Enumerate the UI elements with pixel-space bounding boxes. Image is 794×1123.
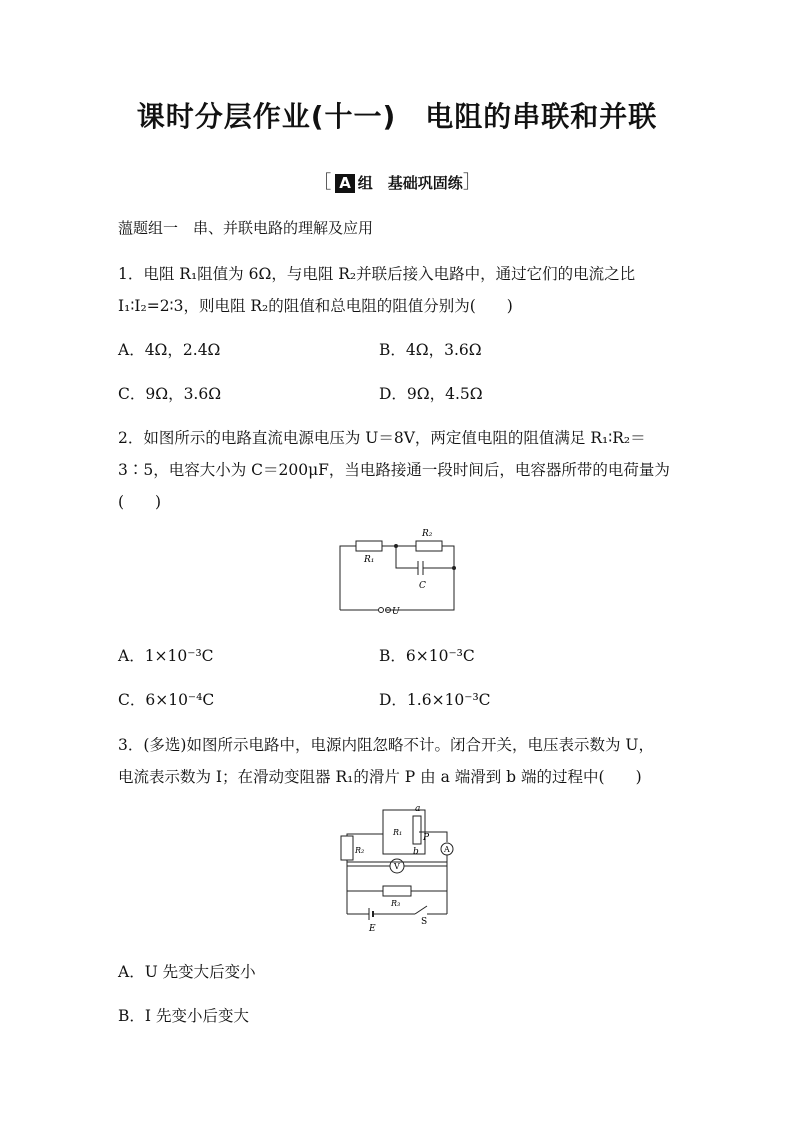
q3-label-am: A: [444, 845, 450, 854]
q2-option-c: C．6×10⁻⁴C: [118, 691, 215, 709]
q3-switch-blade: [415, 906, 427, 914]
q3-stem-line2: 电流表示数为 I；在滑动变阻器 R₁的滑片 P 由 a 端滑到 b 端的过程中( ): [118, 768, 642, 786]
q1-option-d: D．9Ω，4.5Ω: [379, 385, 483, 403]
q1-option-a: A．4Ω，2.4Ω: [118, 341, 221, 359]
q2-option-a: A．1×10⁻³C: [118, 647, 214, 665]
q1-stem-line1: 1．电阻 R₁阻值为 6Ω，与电阻 R₂并联后接入电路中，通过它们的电流之比: [118, 265, 636, 283]
q3-option-b: B．I 先变小后变大: [118, 1007, 249, 1025]
group-open-bracket: ［: [313, 172, 332, 193]
q3-label-s: S: [421, 917, 428, 927]
q2-option-b: B．6×10⁻³C: [379, 647, 475, 665]
q2-stem-line1: 2．如图所示的电路直流电源电压为 U＝8V，两定值电阻的阻值满足 R₁∶R₂＝: [118, 429, 646, 447]
q3-label-v: V: [394, 862, 400, 871]
q1-option-c: C．9Ω，3.6Ω: [118, 385, 222, 403]
q2-stem-line2: 3∶5，电容大小为 C＝200μF，当电路接通一段时间后，电容器所带的电荷量为: [118, 461, 670, 479]
q2-junction-right: [452, 566, 456, 570]
q3-resistor-r3: [383, 886, 411, 896]
q3-label-b: b: [413, 847, 419, 857]
page-title: 课时分层作业(十一) 电阻的串联和并联: [136, 100, 658, 133]
q1-stem-line2: I₁∶I₂=2∶3，则电阻 R₂的阻值和总电阻的阻值分别为( ): [118, 297, 513, 315]
q2-circuit-diagram: [330, 522, 470, 622]
q2-stem-line3: ( ): [118, 493, 162, 511]
q3-label-p: P: [423, 833, 430, 843]
group-label: 组 基础巩固练: [357, 174, 463, 192]
group-letter-badge: A: [335, 174, 355, 193]
q2-label-r1: R₁: [364, 555, 375, 565]
q2-label-r2: R₂: [422, 529, 433, 539]
q3-option-a: A．U 先变大后变小: [118, 963, 256, 981]
q2-terminal-left: [379, 608, 384, 613]
section-heading: 薀题组一 串、并联电路的理解及应用: [118, 219, 374, 237]
q3-label-a: a: [415, 804, 421, 814]
q3-stem-line1: 3．(多选)如图所示电路中，电源内阻忽略不计。闭合开关，电压表示数为 U，: [118, 736, 654, 754]
q2-junction-left: [394, 544, 398, 548]
q3-rheostat-r1: [413, 816, 421, 844]
q2-resistor-r1: [356, 541, 382, 551]
q3-label-r1: R₁: [393, 828, 403, 837]
group-close-bracket: ］: [462, 172, 481, 193]
q2-resistor-r2: [416, 541, 442, 551]
q1-option-b: B．4Ω，3.6Ω: [379, 341, 482, 359]
q3-circuit-diagram: [335, 802, 465, 937]
q3-label-r2: R₂: [355, 846, 365, 855]
q2-label-c: C: [419, 581, 426, 591]
group-heading: [0, 168, 794, 194]
q3-resistor-r2: [341, 836, 353, 860]
q3-label-r3: R₃: [391, 899, 401, 908]
q3-label-e: E: [369, 924, 376, 934]
q2-option-d: D．1.6×10⁻³C: [379, 691, 491, 709]
q2-label-u: U: [392, 607, 400, 617]
